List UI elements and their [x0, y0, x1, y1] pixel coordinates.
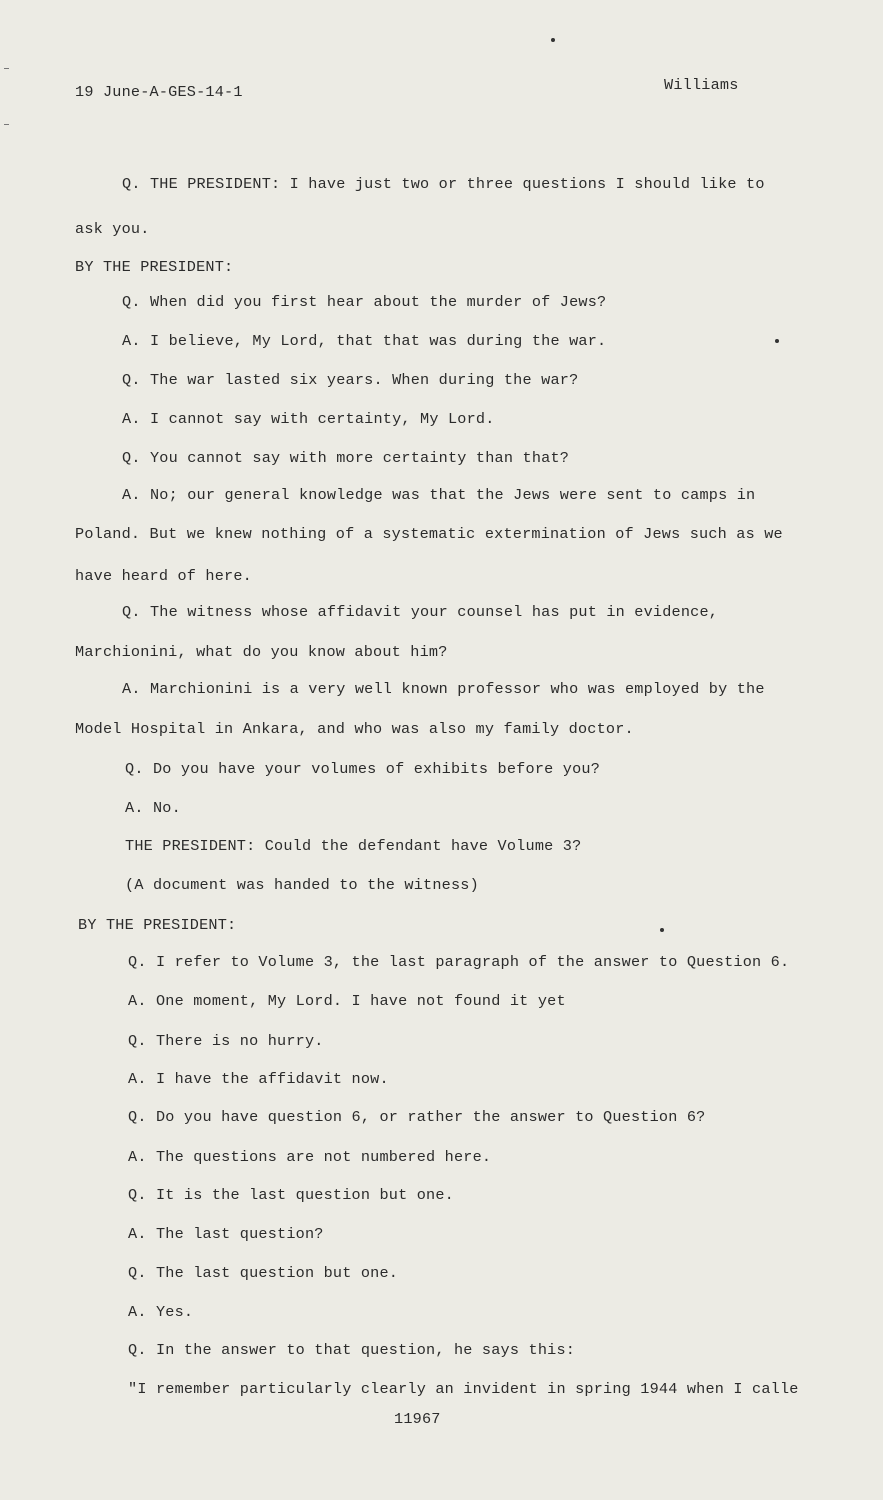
transcript-line: Q. When did you first hear about the murder of Jews? [122, 293, 607, 311]
transcript-line: Q. The witness whose affidavit your counsel has put in evidence, [122, 603, 719, 621]
reporter-name: Williams [664, 76, 739, 94]
ink-dot [551, 38, 555, 42]
transcript-line: Q. The war lasted six years. When during the war? [122, 371, 579, 389]
transcript-line: A. I have the affidavit now. [128, 1070, 389, 1088]
edge-mark [4, 124, 9, 125]
transcript-line: Q. In the answer to that question, he says this: [128, 1341, 576, 1359]
edge-mark [4, 68, 9, 69]
transcript-line: Q. Do you have question 6, or rather the answer to Question 6? [128, 1108, 706, 1126]
transcript-line: THE PRESIDENT: Could the defendant have Volume 3? [125, 837, 582, 855]
document-reference: 19 June-A-GES-14-1 [75, 83, 243, 101]
ink-dot [660, 928, 664, 932]
transcript-line: Q. The last question but one. [128, 1264, 399, 1282]
transcript-line: ask you. [75, 220, 150, 238]
transcript-line: Poland. But we knew nothing of a systematic extermination of Jews such as we [75, 525, 783, 543]
page-number: 11967 [394, 1410, 441, 1428]
transcript-line: A. The last question? [128, 1225, 324, 1243]
transcript-line: A. No. [125, 799, 181, 817]
transcript-line: have heard of here. [75, 567, 252, 585]
transcript-line: A. Yes. [128, 1303, 194, 1321]
transcript-line: Q. You cannot say with more certainty than that? [122, 449, 570, 467]
transcript-line: A. I cannot say with certainty, My Lord. [122, 410, 495, 428]
transcript-line: A. Marchionini is a very well known professor who was employed by the [122, 680, 765, 698]
transcript-line: Q. THE PRESIDENT: I have just two or three questions I should like to [122, 175, 765, 193]
ink-dot [775, 339, 779, 343]
section-heading: BY THE PRESIDENT: [78, 916, 237, 934]
transcript-line: A. I believe, My Lord, that that was during the war. [122, 332, 607, 350]
transcript-line: A. The questions are not numbered here. [128, 1148, 492, 1166]
transcript-line: Q. I refer to Volume 3, the last paragraph of the answer to Question 6. [128, 953, 790, 971]
transcript-line: A. One moment, My Lord. I have not found it yet [128, 992, 566, 1010]
transcript-line: A. No; our general knowledge was that the Jews were sent to camps in [122, 486, 756, 504]
section-heading: BY THE PRESIDENT: [75, 258, 234, 276]
transcript-line: "I remember particularly clearly an invident in spring 1944 when I calle [128, 1380, 799, 1398]
transcript-line: Q. There is no hurry. [128, 1032, 324, 1050]
transcript-line: Q. It is the last question but one. [128, 1186, 454, 1204]
transcript-line: Model Hospital in Ankara, and who was also my family doctor. [75, 720, 634, 738]
transcript-line: (A document was handed to the witness) [125, 876, 479, 894]
transcript-line: Q. Do you have your volumes of exhibits before you? [125, 760, 601, 778]
transcript-line: Marchionini, what do you know about him? [75, 643, 448, 661]
